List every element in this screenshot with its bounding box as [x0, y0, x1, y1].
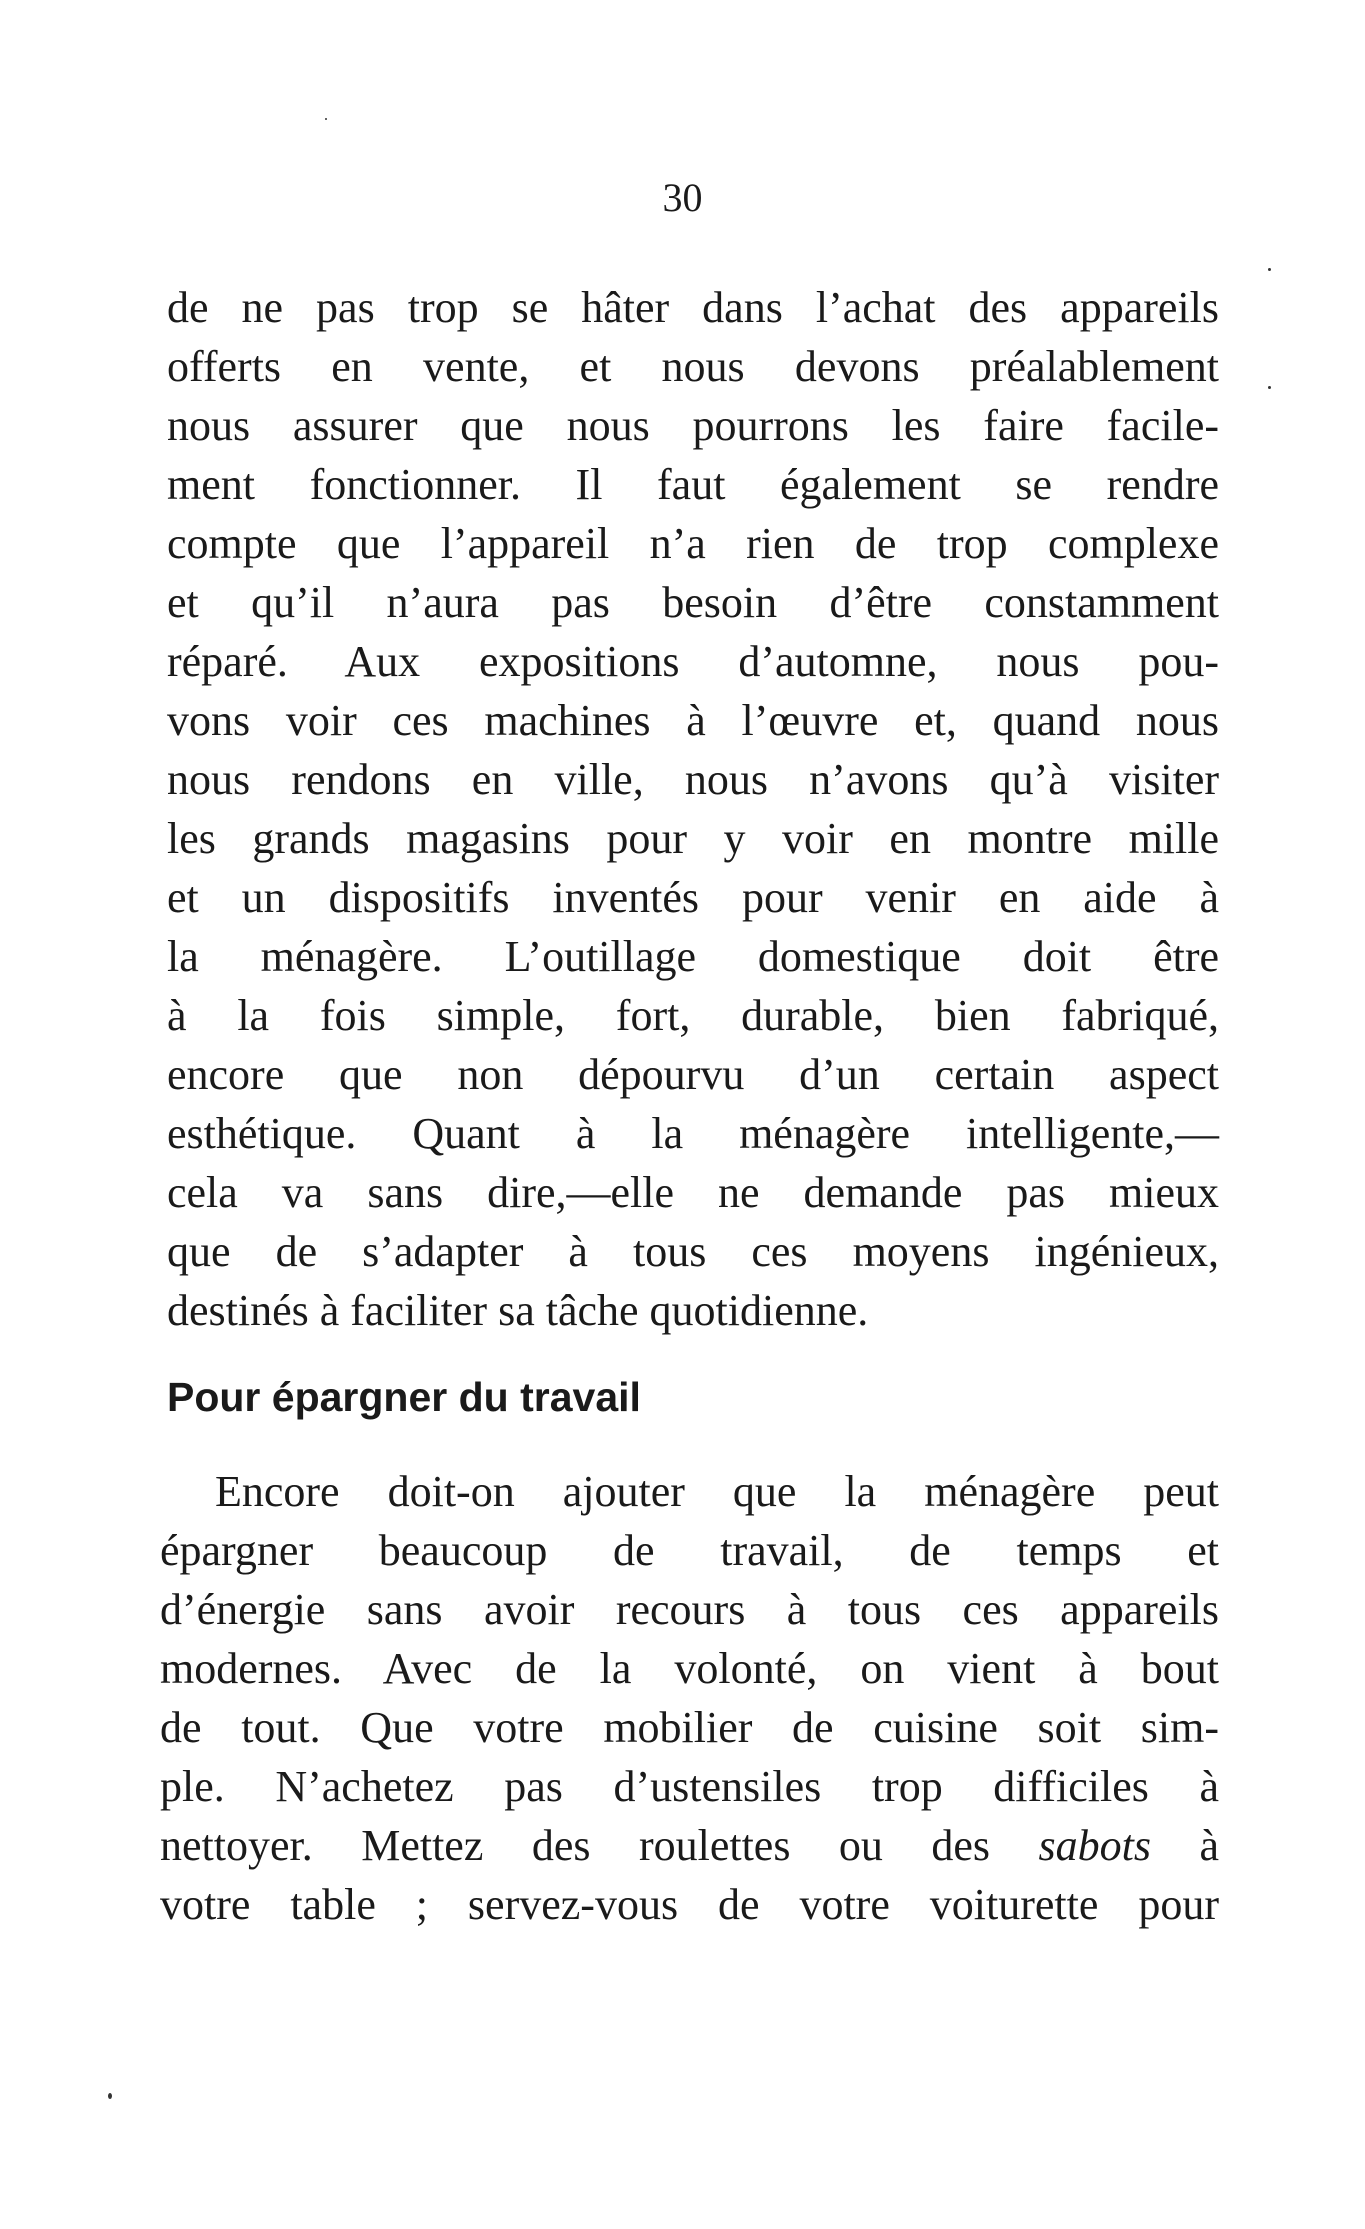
text-line-with-emphasis [160, 1816, 1219, 1875]
paragraph-intro [167, 278, 1219, 1340]
text-line: la ménagère. L’outillage domestique doit être [167, 932, 1219, 981]
text-segment: nettoyer. Mettez des roulettes ou des [160, 1821, 1039, 1870]
page-number: 30 [662, 175, 703, 220]
paragraph-body [160, 1462, 1219, 1934]
paper-speck [325, 118, 327, 120]
text-line: offerts en vente, et nous devons préalablement [167, 342, 1219, 391]
emphasized-word: sabots [1038, 1821, 1151, 1870]
text-line: destinés à faciliter sa tâche quotidienne. [167, 1286, 869, 1335]
text-line: de tout. Que votre mobilier de cuisine soit sim- [160, 1703, 1219, 1752]
text-line: les grands magasins pour y voir en montre mille [167, 814, 1219, 863]
text-line: vons voir ces machines à l’œuvre et, quand nous [167, 696, 1219, 745]
text-line: d’énergie sans avoir recours à tous ces appareils [160, 1585, 1219, 1634]
text-line: encore que non dépourvu d’un certain aspect [167, 1050, 1219, 1099]
text-line: de ne pas trop se hâter dans l’achat des appareils [167, 283, 1219, 332]
text-line: à la fois simple, fort, durable, bien fabriqué, [167, 991, 1219, 1040]
text-segment: à [1151, 1821, 1219, 1870]
section-heading: Pour épargner du travail [167, 1374, 641, 1420]
text-line: ple. N’achetez pas d’ustensiles trop difficiles à [160, 1762, 1219, 1811]
text-line: et un dispositifs inventés pour venir en aide à [167, 873, 1219, 922]
paper-speck [108, 2093, 112, 2099]
text-line: votre table ; servez-vous de votre voiturette pour [160, 1880, 1219, 1929]
paper-speck [1268, 268, 1271, 271]
text-line: nous assurer que nous pourrons les faire facile- [167, 401, 1219, 450]
text-line: ment fonctionner. Il faut également se rendre [167, 460, 1219, 509]
text-line: esthétique. Quant à la ménagère intelligente,— [167, 1109, 1219, 1158]
text-line: Encore doit-on ajouter que la ménagère peut [215, 1467, 1219, 1516]
text-line: compte que l’appareil n’a rien de trop complexe [167, 519, 1219, 568]
text-line: modernes. Avec de la volonté, on vient à bout [160, 1644, 1219, 1693]
text-line: nous rendons en ville, nous n’avons qu’à visiter [167, 755, 1219, 804]
text-line: cela va sans dire,—elle ne demande pas mieux [167, 1168, 1219, 1217]
paper-speck [1268, 386, 1271, 389]
text-line: épargner beaucoup de travail, de temps et [160, 1526, 1219, 1575]
text-line: réparé. Aux expositions d’automne, nous pou- [167, 637, 1219, 686]
text-line: que de s’adapter à tous ces moyens ingénieux, [167, 1227, 1219, 1276]
text-line: et qu’il n’aura pas besoin d’être constamment [167, 578, 1219, 627]
